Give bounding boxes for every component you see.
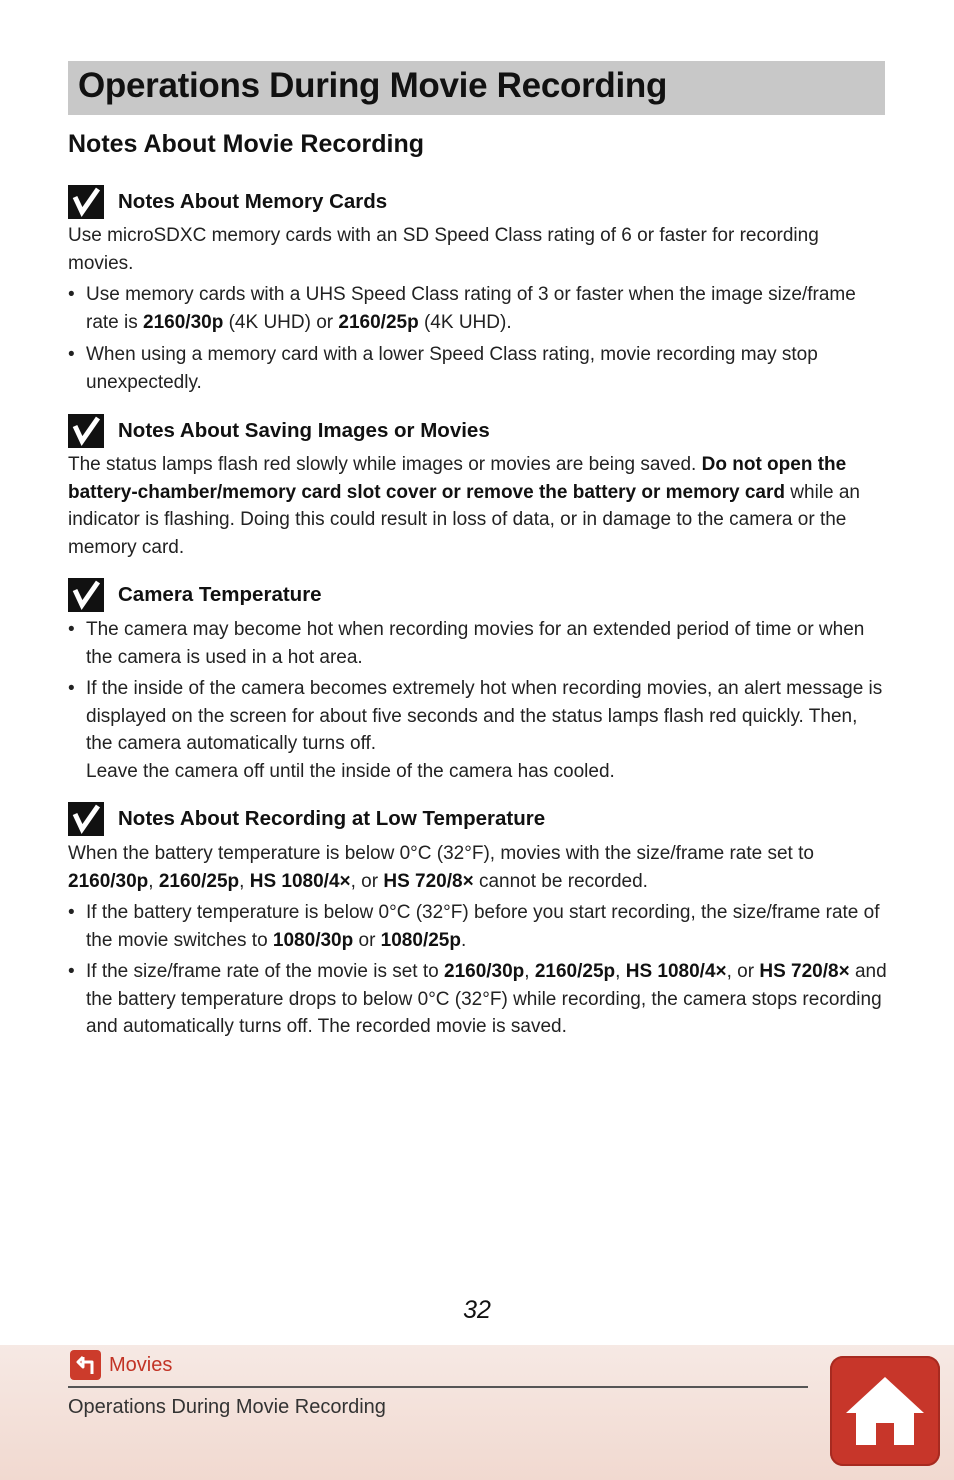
checkmark-caution-icon: [68, 802, 104, 836]
list-item: • If the inside of the camera becomes extremely hot when recording movies, an alert message is displayed on the screen for about five seconds and the status lamps flash red quickly. Then, the camera automatically turns off. Leave the camera off until the inside of the camera has cooled.: [68, 678, 883, 782]
list-item-text: The camera may become hot when recording movies for an extended period of time or when the camera is used in a hot area.: [86, 619, 865, 668]
page-number: 32: [463, 1296, 491, 1324]
note-header-low-temperature: [68, 802, 545, 836]
footer-divider: [68, 1386, 808, 1388]
list-item-text: If the size/frame rate of the movie is set to 2160/30p, 2160/25p, HS 1080/4×, or HS 720/8× and the battery temperature drops to below 0°C (32°F) while recording, the camera stops recording and automatically turns off. The recorded movie is saved.: [86, 961, 887, 1037]
breadcrumb: Operations During Movie Recording: [68, 1396, 386, 1418]
list-item: • If the battery temperature is below 0°C (32°F) before you start recording, the size/frame rate of the movie switches to 1080/30p or 1080/25p.: [68, 902, 880, 951]
note-header-camera-temperature: [68, 578, 322, 612]
section-title: Notes About Movie Recording: [68, 130, 425, 158]
list-item-text: If the battery temperature is below 0°C (32°F) before you start recording, the size/frame rate of the movie switches to 1080/30p or 1080/25p.: [86, 902, 880, 951]
checkmark-caution-icon: [68, 414, 104, 448]
checkmark-caution-icon: [68, 185, 104, 219]
back-link-movies[interactable]: [70, 1350, 172, 1380]
back-link-label[interactable]: Movies: [109, 1353, 173, 1376]
checkmark-caution-icon: [68, 578, 104, 612]
list-item: • The camera may become hot when recording movies for an extended period of time or when the camera is used in a hot area.: [68, 619, 865, 668]
home-button[interactable]: [830, 1356, 940, 1466]
back-arrow-icon[interactable]: [70, 1350, 101, 1380]
note-header-saving: [68, 414, 490, 448]
note-paragraph: When the battery temperature is below 0°C (32°F), movies with the size/frame rate set to 2160/30p, 2160/25p, HS 1080/4×, or HS 720/8× cannot be recorded.: [68, 843, 814, 892]
note-paragraph: The status lamps flash red slowly while images or movies are being saved. Do not open the battery-chamber/memory card slot cover or remove the battery or memory card while an indicator is flashing. Doing this could result in loss of data, or in damage to the camera or the memory card.: [68, 454, 860, 558]
note-header-memory-cards: [68, 185, 387, 219]
page-title: Operations During Movie Recording: [78, 66, 668, 105]
list-item: • If the size/frame rate of the movie is set to 2160/30p, 2160/25p, HS 1080/4×, or HS 720/8× and the battery temperature drops to below 0°C (32°F) while recording, the camera stops recording and automatically turns off. The recorded movie is saved.: [68, 961, 887, 1037]
note-title: Notes About Saving Images or Movies: [118, 419, 490, 442]
home-icon[interactable]: [842, 1373, 928, 1449]
list-item-text: Use memory cards with a UHS Speed Class rating of 3 or faster when the image size/frame rate is 2160/30p (4K UHD) or 2160/25p (4K UHD).: [86, 284, 856, 333]
page-title-bar: [68, 61, 885, 115]
list-item: • Use memory cards with a UHS Speed Class rating of 3 or faster when the image size/frame rate is 2160/30p (4K UHD) or 2160/25p (4K UHD).: [68, 284, 856, 333]
list-item-text: If the inside of the camera becomes extremely hot when recording movies, an alert message is displayed on the screen for about five seconds and the status lamps flash red quickly. Then, the camera automatically turns off.: [86, 678, 883, 754]
note-title: Notes About Memory Cards: [118, 190, 388, 213]
list-item-extra: Leave the camera off until the inside of the camera has cooled.: [86, 760, 615, 782]
note-title: Camera Temperature: [118, 583, 322, 606]
note-title: Notes About Recording at Low Temperature: [118, 807, 546, 830]
list-item-text: When using a memory card with a lower Speed Class rating, movie recording may stop unexpectedly.: [86, 344, 818, 393]
note-paragraph: Use microSDXC memory cards with an SD Speed Class rating of 6 or faster for recording movies.: [68, 225, 819, 274]
list-item: • When using a memory card with a lower Speed Class rating, movie recording may stop unexpectedly.: [68, 344, 818, 393]
